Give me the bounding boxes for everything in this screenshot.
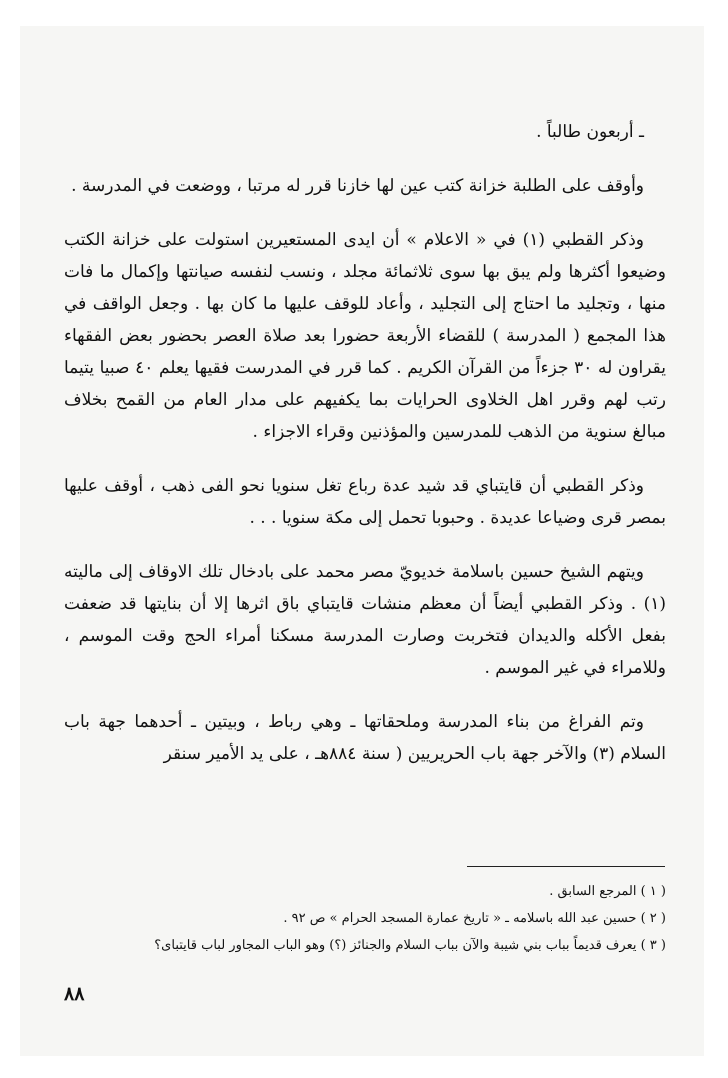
footnote-1: ( ١ ) المرجع السابق . bbox=[549, 884, 666, 899]
paragraph-2: وأوقف على الطلبة خزانة كتب عين لها خازنا قرر له مرتبا ، ووضعت في المدرسة . bbox=[71, 176, 644, 196]
footnote-separator bbox=[467, 866, 665, 867]
paragraph-5: ويتهم الشيخ حسين باسلامة خديويّ مصر محمد على بادخال تلك الاوقاف إلى ماليته (١) . وذكر القطبي أيضاً أن معظم منشات قايتباي باق اثرها إلا أن بنايتها قد ضعفت بفعل الأكله والديدان فتخربت وصارت المدرسة مسكنا أمراء الحج وقت الموسم ، وللامراء في غير الموسم . bbox=[64, 562, 666, 678]
paragraph-1: ـ أربعون طالباً . bbox=[536, 122, 644, 142]
page-number: ٨٨ bbox=[64, 983, 85, 1005]
book-page bbox=[20, 26, 704, 1056]
footnote-2: ( ٢ ) حسين عبد الله باسلامه ـ « تاريخ عمارة المسجد الحرام » ص ٩٢ . bbox=[283, 911, 666, 926]
paragraph-3: وذكر القطبي (١) في « الاعلام » أن ايدى المستعيرين استولت على خزانة الكتب وضيعوا أكثرها ولم يبق بها سوى ثلاثمائة مجلد ، ونسب لنفسه صيانتها وإكمال ما فات منها ، وتجليد ما احتاج إلى التجليد ، وأعاد للوقف عليها ما كان بها . وجعل الواقف في هذا المجمع ( المدرسة ) للقضاء الأربعة حضورا بعد صلاة العصر بحضور بعض الفقهاء يقراون له ٣٠ جزءاً من القرآن الكريم . كما قرر في المدرست فقيها يعلم ٤٠ صبيا يتيما رتب لهم وقرر اهل الخلاوى الحرايات بما يكفيهم على مدار العام من القمح بخلاف مبالغ سنوية من الذهب للمدرسين والمؤذنين وقراء الاجزاء . bbox=[64, 230, 666, 442]
footnote-3: ( ٣ ) يعرف قديماً بباب بني شيبة والآن بباب السلام والجنائز (؟) وهو الباب المجاور لباب قايتباى؟ bbox=[154, 938, 666, 953]
paragraph-4: وذكر القطبي أن قايتباي قد شيد عدة رباع تغل سنويا نحو الفى ذهب ، أوقف عليها بمصر قرى وضياعا عديدة . وحبوبا تحمل إلى مكة سنويا . . . bbox=[64, 476, 666, 528]
paragraph-6: وتم الفراغ من بناء المدرسة وملحقاتها ـ وهي رباط ، وبيتين ـ أحدهما جهة باب السلام (٣) والآخر جهة باب الحريريين ( سنة ٨٨٤هـ ، على يد الأمير سنقر bbox=[64, 712, 666, 764]
footnotes bbox=[64, 878, 666, 959]
main-text bbox=[64, 116, 666, 770]
